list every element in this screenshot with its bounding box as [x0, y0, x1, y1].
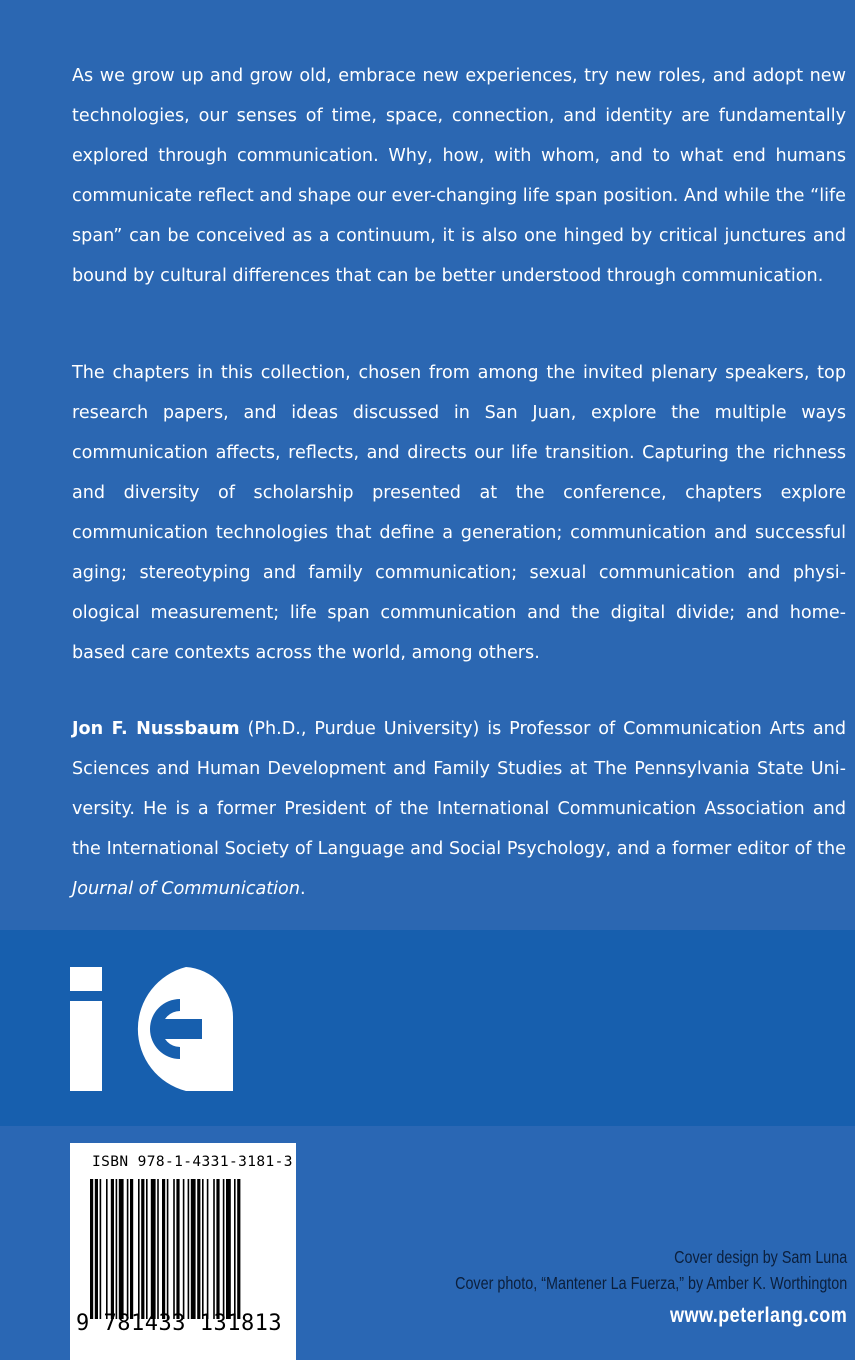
journal-title: Journal of Communication: [72, 879, 300, 899]
barcode: [70, 1143, 296, 1360]
cover-photo-credit: Cover photo, “Mantener La Fuerza,” by Amber K. Worthington: [454, 1273, 847, 1293]
author-name: Jon F. Nussbaum: [72, 719, 240, 739]
publisher-website: www.peterlang.com: [669, 1304, 847, 1327]
barcode-bars-icon: [90, 1179, 282, 1319]
credits: [369, 1244, 847, 1328]
author-bio-text: (Ph.D., Purdue University) is Professor of Communication Arts and Sciences and Human Development and Family Studies at The Pennsylvania State University. He is a former President of the International Communication Association and the International Society of Language and Social Psychology, and a former editor of the: [72, 719, 846, 859]
ica-logo-icon: [68, 965, 236, 1093]
description-paragraph-2: The chapters in this collection, chosen from among the invited plenary speakers, top research papers, and ideas discussed in San Juan, explore the multiple ways communication affects, reflects, and directs our life transition. Capturing the richness and diversity of scholarship presented at the conference, chapters explore communication technologies that define a generation; communication and successful aging; stereotyping and family communication; sexual communication and physiological measurement; life span communication and the digital divide; and home-based care contexts across the world, among others.: [72, 363, 846, 663]
isbn-label: ISBN 978-1-4331-3181-3: [92, 1154, 293, 1170]
author-bio: [72, 709, 846, 909]
author-bio-end: .: [299, 879, 306, 899]
cover-design-credit: Cover design by Sam Luna: [673, 1247, 847, 1267]
barcode-digits: 9 781433 131813: [76, 1311, 283, 1336]
description-paragraph-1: As we grow up and grow old, embrace new experiences, try new roles, and adopt new technologies, our senses of time, space, connection, and identity are fundamentally explored through communication. Why, how, with whom, and to what end humans communicate reflect and shape our ever-changing life span position. And while the “life span” can be conceived as a continuum, it is also one hinged by critical junctures and bound by cultural differences that can be better understood through communication.: [72, 66, 846, 286]
